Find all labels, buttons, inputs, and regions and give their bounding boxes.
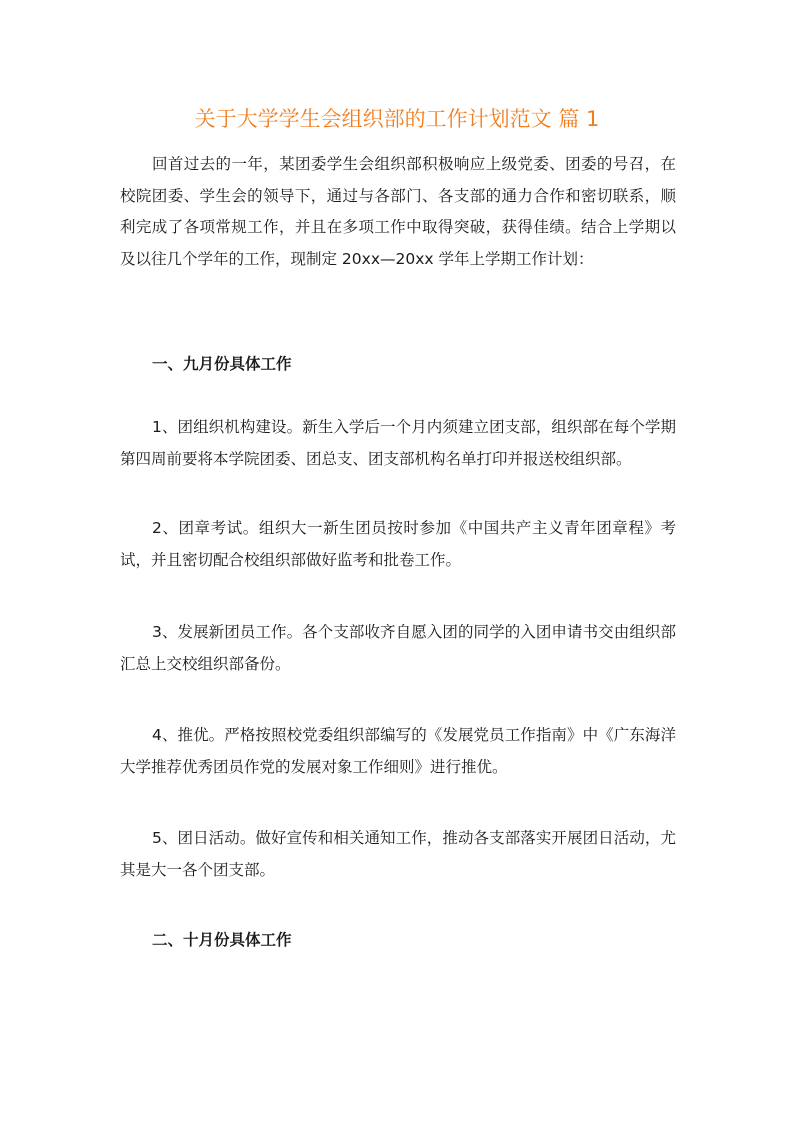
list-item: 4、推优。严格按照校党委组织部编写的《发展党员工作指南》中《广东海洋大学推荐优秀团员作党的发展对象工作细则》进行推优。 xyxy=(120,726,676,776)
intro-paragraph: 回首过去的一年，某团委学生会组织部积极响应上级党委、团委的号召，在校院团委、学生会的领导下，通过与各部门、各支部的通力合作和密切联系，顺利完成了各项常规工作，并且在多项工作中取得突破，获得佳绩。结合上学期以及以往几个学年的工作，现制定 20xx—20xx 学年上学期工作计划： xyxy=(120,155,676,268)
list-item: 3、发展新团员工作。各个支部收齐自愿入团的同学的入团申请书交由组织部汇总上交校组织部备份。 xyxy=(120,623,676,673)
section-heading-october: 二、十月份具体工作 xyxy=(152,931,292,949)
list-item: 2、团章考试。组织大一新生团员按时参加《中国共产主义青年团章程》考试，并且密切配合校组织部做好监考和批卷工作。 xyxy=(120,519,676,569)
document-title: 关于大学学生会组织部的工作计划范文 篇 1 xyxy=(194,107,600,131)
list-item: 1、团组织机构建设。新生入学后一个月内须建立团支部，组织部在每个学期第四周前要将本学院团委、团总支、团支部机构名单打印并报送校组织部。 xyxy=(120,418,676,468)
list-item: 5、团日活动。做好宣传和相关通知工作，推动各支部落实开展团日活动，尤其是大一各个团支部。 xyxy=(120,829,676,879)
section-heading-september: 一、九月份具体工作 xyxy=(152,355,292,373)
